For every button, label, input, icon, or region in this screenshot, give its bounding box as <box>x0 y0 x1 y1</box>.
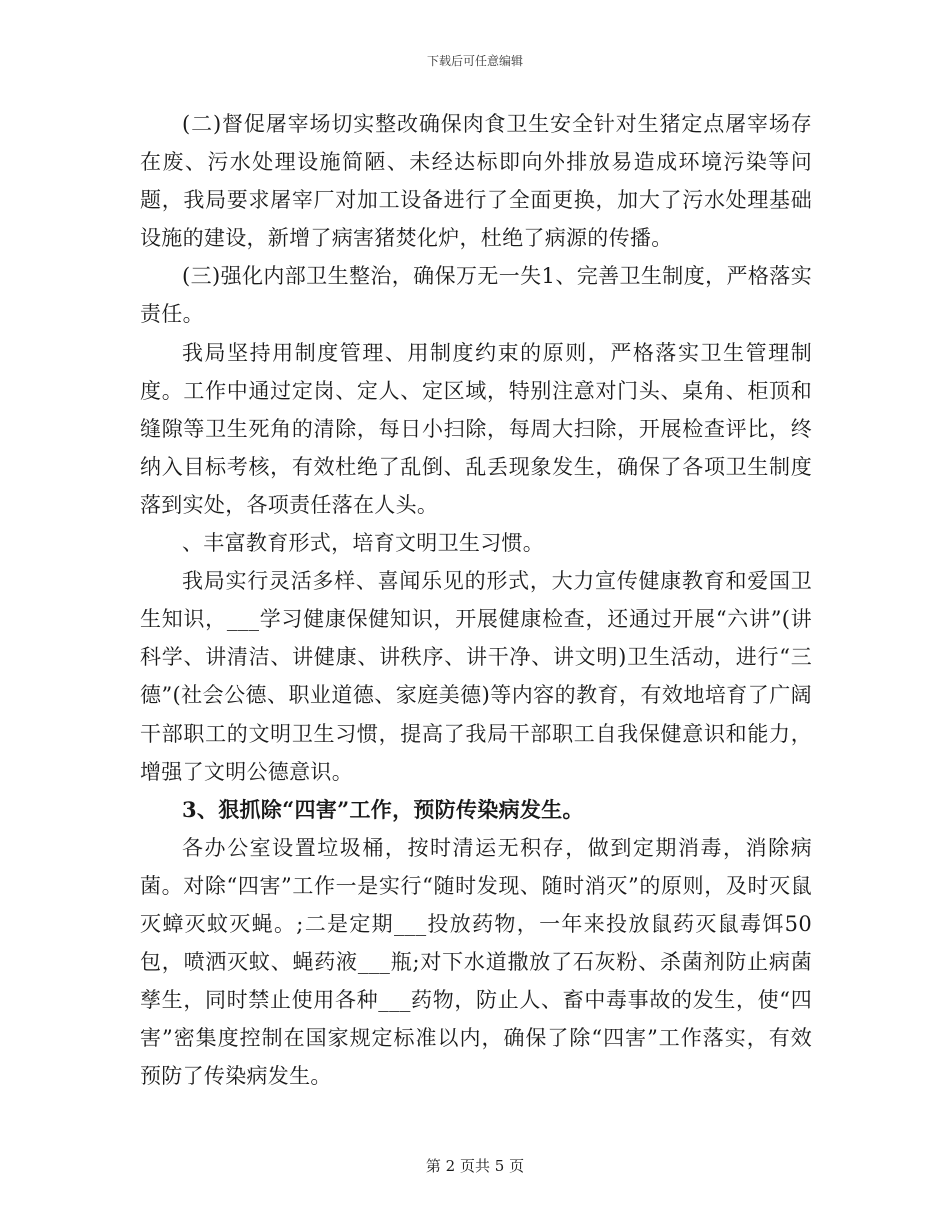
paragraph-education: 我局实行灵活多样、喜闻乐见的形式，大力宣传健康教育和爱国卫生知识，___学习健康保健知识，开展健康检查，还通过开展“六讲”(讲科学、讲清洁、讲健康、讲秩序、讲干净、讲文明)卫生活动，进行“三德”(社会公德、职业道德、家庭美德)等内容的教育，有效地培育了广阔干部职工的文明卫生习惯，提高了我局干部职工自我保健意识和能力，增强了文明公德意识。 <box>140 569 812 784</box>
section-heading-four-pests: 3、狠抓除“四害”工作，预防传染病发生。 <box>182 796 584 822</box>
page-header: 下载后可任意编辑 <box>426 54 523 68</box>
paragraph-internal-hygiene: (三)强化内部卫生整治，确保万无一失1、完善卫生制度，严格落实责任。 <box>140 264 812 327</box>
document-body <box>140 105 812 1095</box>
page-number: 第 2 页共 5 页 <box>425 1157 525 1175</box>
paragraph-four-pests: 各办公室设置垃圾桶，按时清运无积存，做到定期消毒，消除病菌。对除“四害”工作一是实行“随时发现、随时消灭”的原则，及时灭鼠灭蟑灭蚊灭蝇。;二是定期___投放药物，一年来投放鼠药灭鼠毒饵50包，喷洒灭蚊、蝇药液___瓶;对下水道撒放了石灰粉、杀菌剂防止病菌孳生，同时禁止使用各种___药物，防止人、畜中毒事故的发生，使“四害”密集度控制在国家规定标准以内，确保了除“四害”工作落实，有效预防了传染病发生。 <box>140 835 812 1089</box>
paragraph-slaughterhouse: (二)督促屠宰场切实整改确保肉食卫生安全针对生猪定点屠宰场存在废、污水处理设施简陋、未经达标即向外排放易造成环境污染等问题，我局要求屠宰厂对加工设备进行了全面更换，加大了污水处理基础设施的建设，新增了病害猪焚化炉，杜绝了病源的传播。 <box>140 112 812 251</box>
paragraph-hygiene-system: 我局坚持用制度管理、用制度约束的原则，严格落实卫生管理制度。工作中通过定岗、定人、定区域，特别注意对门头、桌角、柜顶和缝隙等卫生死角的清除，每日小扫除，每周大扫除，开展检查评比，终纳入目标考核，有效杜绝了乱倒、乱丢现象发生，确保了各项卫生制度落到实处，各项责任落在人头。 <box>140 340 812 517</box>
paragraph-education-heading: 、丰富教育形式，培育文明卫生习惯。 <box>182 531 545 556</box>
